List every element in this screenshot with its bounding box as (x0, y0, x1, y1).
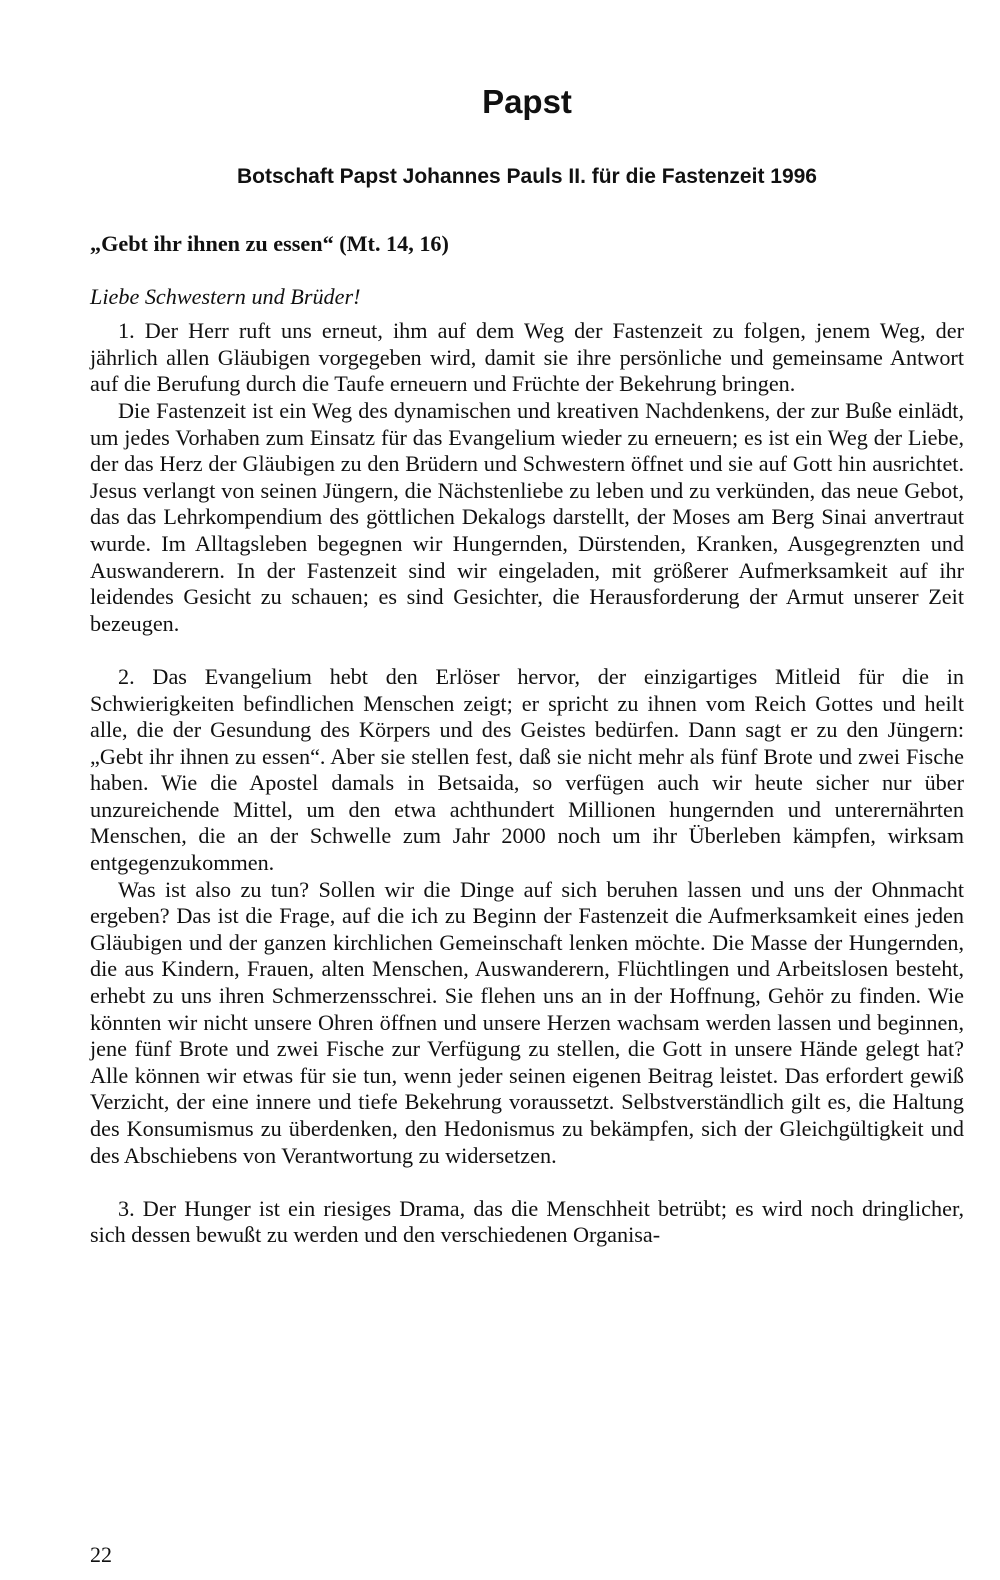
paragraph-4: Was ist also zu tun? Sollen wir die Dinge auf sich beruhen lassen und uns der Ohnmacht ergeben? Das ist die Frage, auf die ich zu Beginn der Fastenzeit die Aufmerksamkeit eines jeden Gläubigen und der ganzen kirchlichen Gemeinschaft lenken möchte. Die Masse der Hungernden, die aus Kindern, Frauen, alten Menschen, Auswanderern, Flüchtlingen und Arbeitslosen besteht, erhebt zu uns ihren Schmerzensschrei. Sie flehen uns an in der Hoffnung, Gehör zu finden. Wie könnten wir nicht unsere Ohren öffnen und unsere Herzen wachsam werden lassen und beginnen, jene fünf Brote und zwei Fische zur Verfügung zu stellen, die Gott in unsere Hände gelegt hat? Alle können wir etwas für sie tun, wenn jeder seinen eigenen Beitrag leistet. Das erfordert gewiß Verzicht, der eine innere und tiefe Bekehrung voraussetzt. Selbstverständlich gilt es, die Haltung des Konsumismus zu überdenken, den Hedonismus zu bekämpfen, sich der Gleichgültigkeit und des Abschiebens von Verantwortung zu widersetzen. (90, 876, 964, 1168)
paragraph-3: 2. Das Evangelium hebt den Erlöser hervor, der einzigartiges Mitleid für die in Schwierigkeiten befindlichen Menschen zeigt; er spricht zu ihnen vom Reich Gottes und heilt alle, die der Gesundung des Körpers und des Geistes bedürfen. Dann sagt er zu den Jüngern: „Gebt ihr ihnen zu essen“. Aber sie stellen fest, daß sie nicht mehr als fünf Brote und zwei Fische haben. Wie die Apostel damals in Betsaida, so verfügen auch wir heute sicher nur über unzureichende Mittel, um den etwa achthundert Millionen hungernden und unterernährten Menschen, die an der Schwelle zum Jahr 2000 noch um ihr Überleben kämpfen, wirksam entgegenzukommen. (90, 663, 964, 876)
paragraph-5: 3. Der Hunger ist ein riesiges Drama, das die Menschheit betrübt; es wird noch dringlicher, sich dessen bewußt zu werden und den verschiedenen Organisa- (90, 1195, 964, 1248)
salutation: Liebe Schwestern und Brüder! (90, 283, 361, 309)
paragraph-1: 1. Der Herr ruft uns erneut, ihm auf dem Weg der Fastenzeit zu folgen, jenem Weg, der jährlich allen Gläubigen vorgegeben wird, damit sie ihre persönliche und gemeinsame Antwort auf die Berufung durch die Taufe erneuern und Früchte der Bekehrung bringen. (90, 318, 964, 397)
document-page (90, 0, 964, 1580)
page-number: 22 (90, 1542, 112, 1567)
paragraph-2: Die Fastenzeit ist ein Weg des dynamischen und kreativen Nachdenkens, der zur Buße einlädt, um jedes Vorhaben zum Einsatz für das Evangelium wieder zu erneuern; es ist ein Weg der Liebe, der das Herz der Gläubigen zu den Brüdern und Schwestern öffnet und sie auf Gott hin ausrichtet. Jesus verlangt von seinen Jüngern, die Nächstenliebe zu leben und zu verkünden, das neue Gebot, das das Lehrkompendium des göttlichen Dekalogs darstellt, der Moses am Berg Sinai anvertraut wurde. Im Alltagsleben begegnen wir Hungernden, Dürstenden, Kranken, Ausgegrenzten und Auswanderern. In der Fastenzeit sind wir eingeladen, mit größerer Aufmerksamkeit auf ihr leidendes Gesicht zu schauen; es sind Gesichter, die Herausforderung der Armut unserer Zeit bezeugen. (90, 397, 964, 636)
document-title: Botschaft Papst Johannes Pauls II. für die Fastenzeit 1996 (236, 165, 817, 188)
quote-heading: „Gebt ihr ihnen zu essen“ (Mt. 14, 16) (90, 231, 449, 256)
section-title: Papst (482, 83, 572, 120)
body-text (90, 231, 964, 1249)
